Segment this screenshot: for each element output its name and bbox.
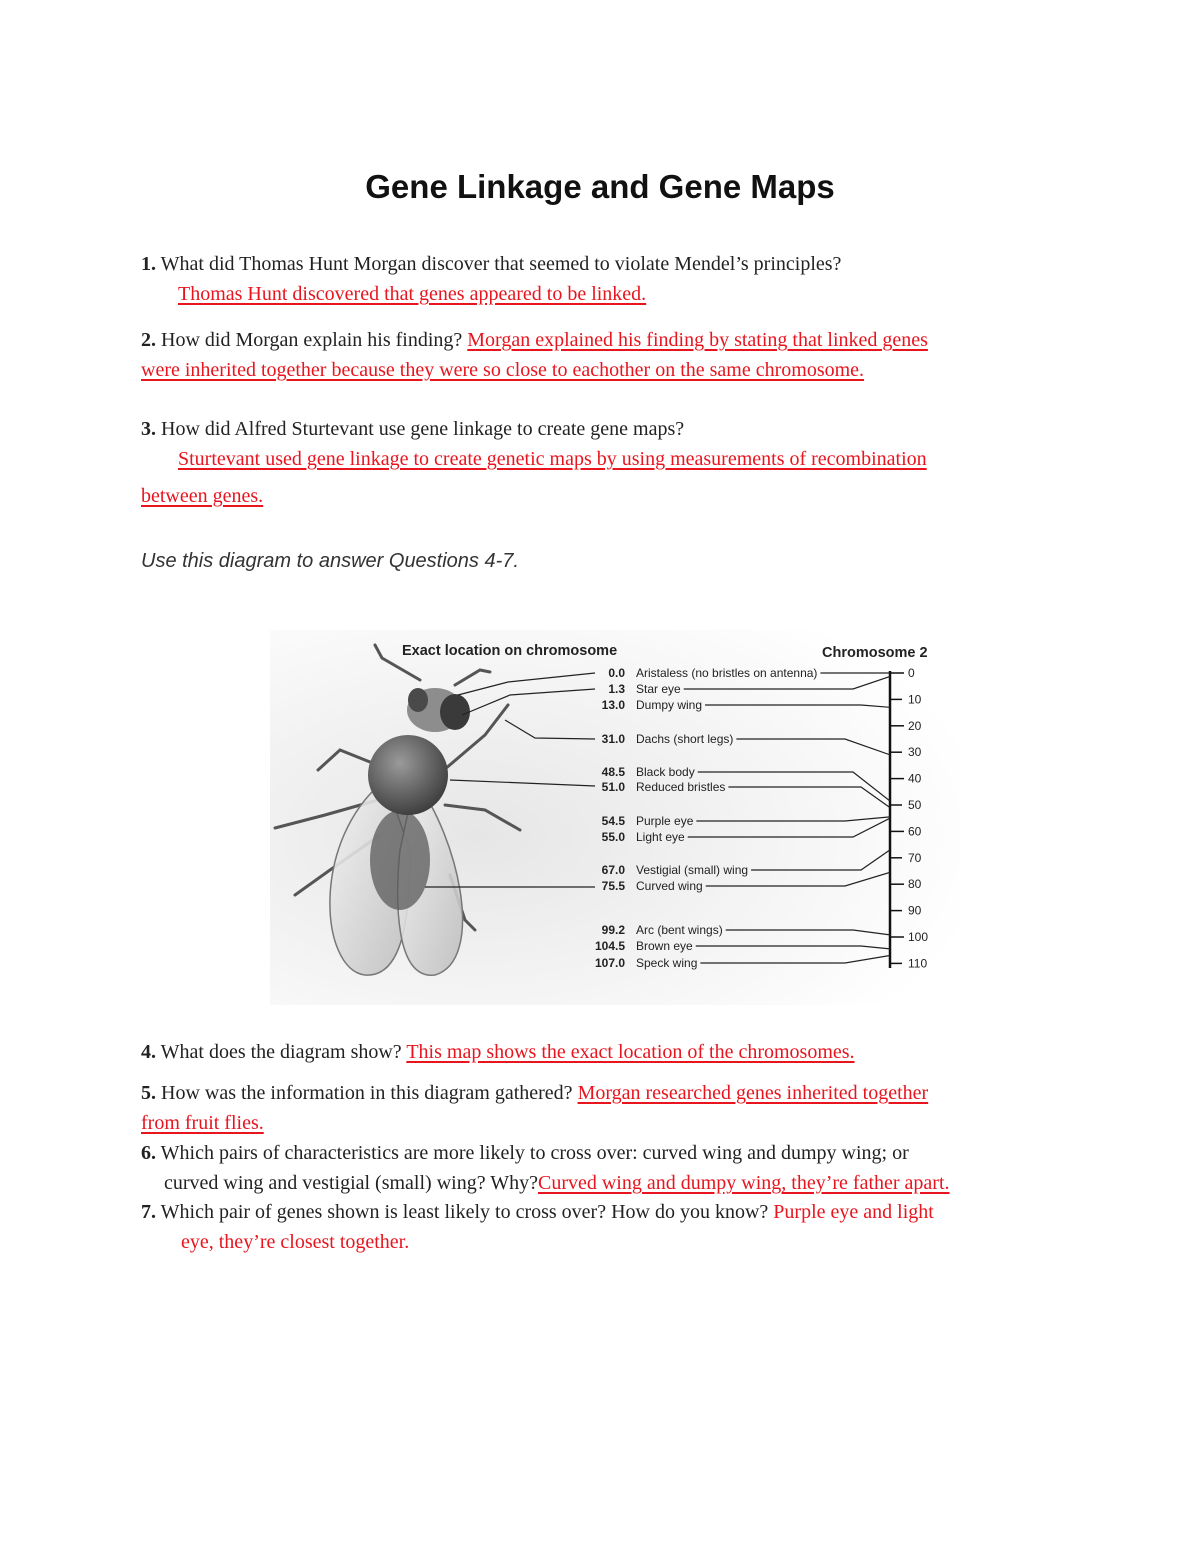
gene-name-label: Vestigial (small) wing (636, 863, 749, 877)
question-number: 5. (141, 1082, 156, 1104)
scale-tick-label: 40 (908, 771, 922, 786)
gene-position-label: 67.0 (601, 863, 625, 877)
page-title: Gene Linkage and Gene Maps (365, 168, 835, 205)
scale-tick-label: 10 (908, 692, 922, 707)
gene-position-label: 48.5 (601, 765, 625, 779)
gene-position-label: 104.5 (594, 939, 625, 953)
gene-name-label: Aristaless (no bristles on antenna) (636, 666, 818, 680)
question-text: How was the information in this diagram gathered? (161, 1082, 573, 1104)
diagram-instruction: Use this diagram to answer Questions 4-7. (141, 550, 519, 572)
gene-name-label: Purple eye (636, 814, 694, 828)
question-4 (141, 1040, 855, 1064)
answer-7-part-2: eye, they’re closest together. (181, 1231, 410, 1253)
answer-4: This map shows the exact location of the chromosomes. (406, 1041, 855, 1063)
gene-name-label: Light eye (636, 830, 685, 844)
question-5 (141, 1081, 928, 1105)
answer-2-part-2: were inherited together because they were so close to eachother on the same chromosome. (141, 359, 865, 381)
scale-tick-label: 20 (908, 718, 922, 733)
question-number: 6. (141, 1142, 156, 1164)
gene-name-label: Reduced bristles (636, 780, 726, 794)
scale-tick-label: 90 (908, 903, 922, 918)
question-number: 2. (141, 329, 156, 351)
question-number: 7. (141, 1201, 156, 1223)
gene-position-label: 51.0 (601, 780, 625, 794)
gene-name-label: Speck wing (636, 956, 698, 970)
answer-2-part-1: Morgan explained his finding by stating that linked genes (467, 329, 928, 351)
question-6 (141, 1141, 909, 1165)
gene-position-label: 31.0 (601, 732, 625, 746)
diagram-heading-left: Exact location on chromosome (402, 643, 618, 659)
gene-name-label: Dumpy wing (636, 698, 703, 712)
answer-5-part-1: Morgan researched genes inherited together (577, 1082, 929, 1104)
gene-name-label: Star eye (636, 682, 681, 696)
question-text: What does the diagram show? (160, 1041, 402, 1063)
question-1 (141, 252, 841, 276)
gene-position-label: 54.5 (601, 814, 625, 828)
gene-name-label: Dachs (short legs) (636, 732, 734, 746)
scale-tick-label: 70 (908, 850, 922, 865)
scale-tick-label: 0 (908, 666, 915, 680)
gene-name-label: Black body (636, 765, 695, 779)
diagram-heading-right: Chromosome 2 (822, 645, 928, 661)
gene-position-label: 13.0 (601, 698, 625, 712)
gene-position-label: 107.0 (594, 956, 625, 970)
scale-tick-label: 30 (908, 745, 922, 760)
gene-name-label: Curved wing (636, 879, 703, 893)
gene-name-label: Brown eye (636, 939, 693, 953)
question-number: 1. (141, 253, 156, 275)
question-6-continued (164, 1171, 950, 1195)
question-number: 4. (141, 1041, 156, 1063)
question-text: What did Thomas Hunt Morgan discover that seemed to violate Mendel’s principles? (160, 253, 842, 275)
scale-tick-label: 110 (908, 956, 928, 971)
question-number: 3. (141, 418, 156, 440)
question-text: Which pair of genes shown is least likely to cross over? How do you know? (160, 1201, 769, 1223)
question-3 (141, 417, 684, 441)
scale-tick-label: 60 (908, 824, 922, 839)
question-text: Which pairs of characteristics are more likely to cross over: curved wing and dumpy wing; or (160, 1142, 909, 1164)
gene-position-label: 55.0 (601, 830, 625, 844)
gene-position-label: 1.3 (608, 682, 625, 696)
answer-7-part-1: Purple eye and light (773, 1201, 934, 1223)
gene-map-diagram (270, 630, 960, 1005)
question-text: curved wing and vestigial (small) wing? Why? (164, 1172, 538, 1194)
answer-3-part-1: Sturtevant used gene linkage to create genetic maps by using measurements of recombination (178, 448, 927, 470)
question-7 (141, 1200, 934, 1224)
gene-position-label: 99.2 (601, 923, 625, 937)
question-text: How did Alfred Sturtevant use gene linkage to create gene maps? (161, 418, 685, 440)
gene-position-label: 75.5 (601, 879, 625, 893)
question-text: How did Morgan explain his finding? (161, 329, 463, 351)
scale-tick-label: 100 (908, 930, 929, 944)
question-2 (141, 328, 928, 352)
gene-position-label: 0.0 (608, 666, 625, 680)
answer-1: Thomas Hunt discovered that genes appeared to be linked. (178, 283, 647, 305)
gene-name-label: Arc (bent wings) (636, 923, 723, 937)
scale-tick-label: 50 (908, 798, 922, 812)
answer-3-part-2: between genes. (141, 485, 264, 507)
answer-6: Curved wing and dumpy wing, they’re father apart. (537, 1172, 950, 1194)
scale-tick-label: 80 (908, 877, 922, 892)
answer-5-part-2: from fruit flies. (141, 1112, 264, 1134)
